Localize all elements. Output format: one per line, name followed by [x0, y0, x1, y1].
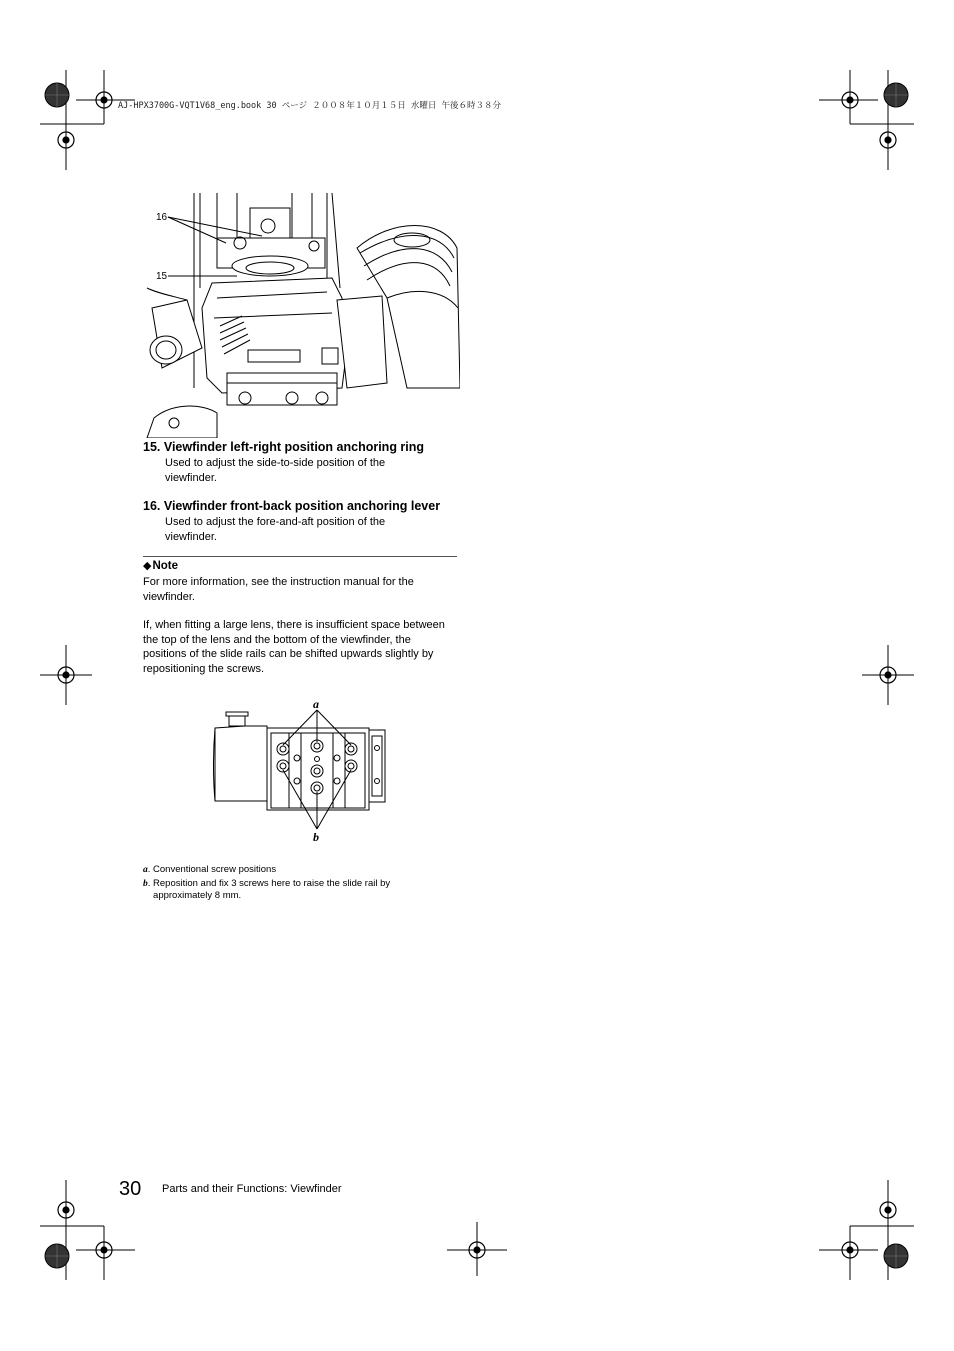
- file-info-header: AJ-HPX3700G-VQT1V68_eng.book 30 ページ ２００８年１０月１５日 水曜日 午後６時３８分: [118, 101, 501, 111]
- slide-rail-diagram: [205, 693, 395, 845]
- label-a: a: [313, 697, 319, 711]
- footnote-a-marker: a: [143, 865, 148, 875]
- item-15-title: 15. Viewfinder left-right position anchoring ring: [143, 440, 425, 454]
- item-16-body: Used to adjust the fore-and-aft position of the viewfinder.: [165, 516, 386, 543]
- note-paragraph-2: If, when fitting a large lens, there is insufficient space between the top of the lens and the bottom of the viewfinder, the positions of the slide rails can be shifted upwards slightly by repositioning the screws.: [143, 619, 445, 675]
- page-number: 30: [119, 1178, 142, 1200]
- callout-15: 15: [156, 271, 168, 282]
- note-heading: [143, 559, 178, 572]
- viewfinder-illustration: [142, 188, 460, 438]
- footnote-b: b. Reposition and fix 3 screws here to raise the slide rail by approximately 8 mm.: [143, 878, 443, 902]
- footnote-b-marker: b: [143, 879, 148, 889]
- diamond-icon: ◆: [143, 560, 152, 572]
- item-15-body: Used to adjust the side-to-side position of the viewfinder.: [165, 457, 386, 484]
- footnote-a-text: Conventional screw positions: [153, 864, 277, 875]
- footnote-a: a. Conventional screw positions: [143, 864, 277, 875]
- note-paragraph-1: For more information, see the instruction manual for the viewfinder.: [143, 576, 414, 603]
- callout-16: 16: [156, 212, 168, 223]
- footer-section-title: Parts and their Functions: Viewfinder: [162, 1183, 342, 1195]
- note-heading-label: Note: [152, 560, 179, 572]
- note-divider: [143, 556, 457, 557]
- label-b: b: [313, 830, 319, 844]
- item-16-title: 16. Viewfinder front-back position anchoring lever: [143, 499, 441, 513]
- footnote-b-text: Reposition and fix 3 screws here to raise the slide rail by approximately 8 mm.: [153, 878, 391, 901]
